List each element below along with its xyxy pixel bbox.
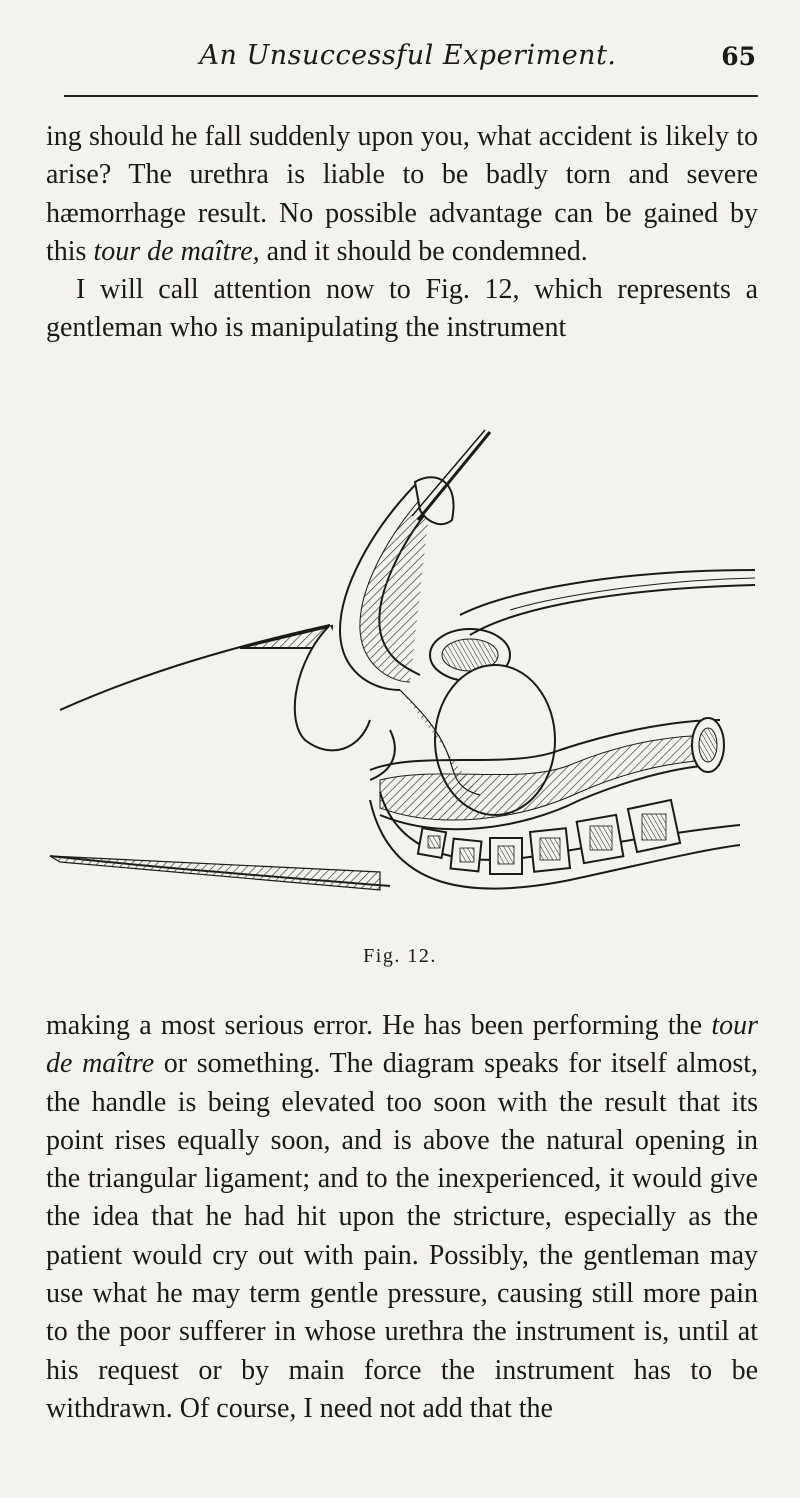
anatomy-drawing: [40, 420, 770, 940]
running-title: An Unsuccessful Experiment.: [199, 40, 617, 71]
paragraph-1: [46, 118, 758, 271]
paragraph-1-segment-1: ing should he fall suddenly upon you, what accident is likely to arise? The urethra is liable to be badly torn and severe hæmorrhage result. No possible advantage can be gained by this: [46, 121, 758, 267]
paragraph-1-segment-3: and it should be condemned.: [259, 235, 588, 267]
paragraph-2: [46, 271, 758, 348]
header-rule: [64, 95, 758, 97]
paragraph-3-segment-3: or something. The diagram speaks for itself almost, the handle is being elevated too soon with the result that its point rises equally soon, and is above the natural opening in the triangular ligament; and to the inexperienced, it would give the idea that he had hit upon the stricture, especially as the patient would cry out with pain. Possibly, the gentleman may use what he may term gentle pressure, causing still more pain to the poor sufferer in whose urethra the instrument is, until at his request or by main force the instrument has to be withdrawn. Of course, I need not add that the: [46, 1048, 758, 1424]
paragraph-3-segment-1: making a most serious error. He has been performing the: [46, 1010, 712, 1041]
figure-caption: Fig. 12.: [363, 945, 437, 967]
paragraph-2-segment-1: I will call attention now to Fig. 12, which represents a gentleman who is manipulating the instrument: [46, 274, 758, 344]
running-head: [60, 40, 756, 80]
anatomical-illustration: [40, 420, 770, 940]
paragraph-3-segment-2-italic: tour de maître: [46, 1010, 758, 1080]
paragraph-3: [46, 1007, 758, 1428]
page-number: 65: [721, 42, 756, 71]
text-block-top: [46, 118, 758, 348]
paragraph-1-segment-2-italic: tour de maître,: [93, 235, 260, 267]
text-block-bottom: [46, 1007, 758, 1428]
